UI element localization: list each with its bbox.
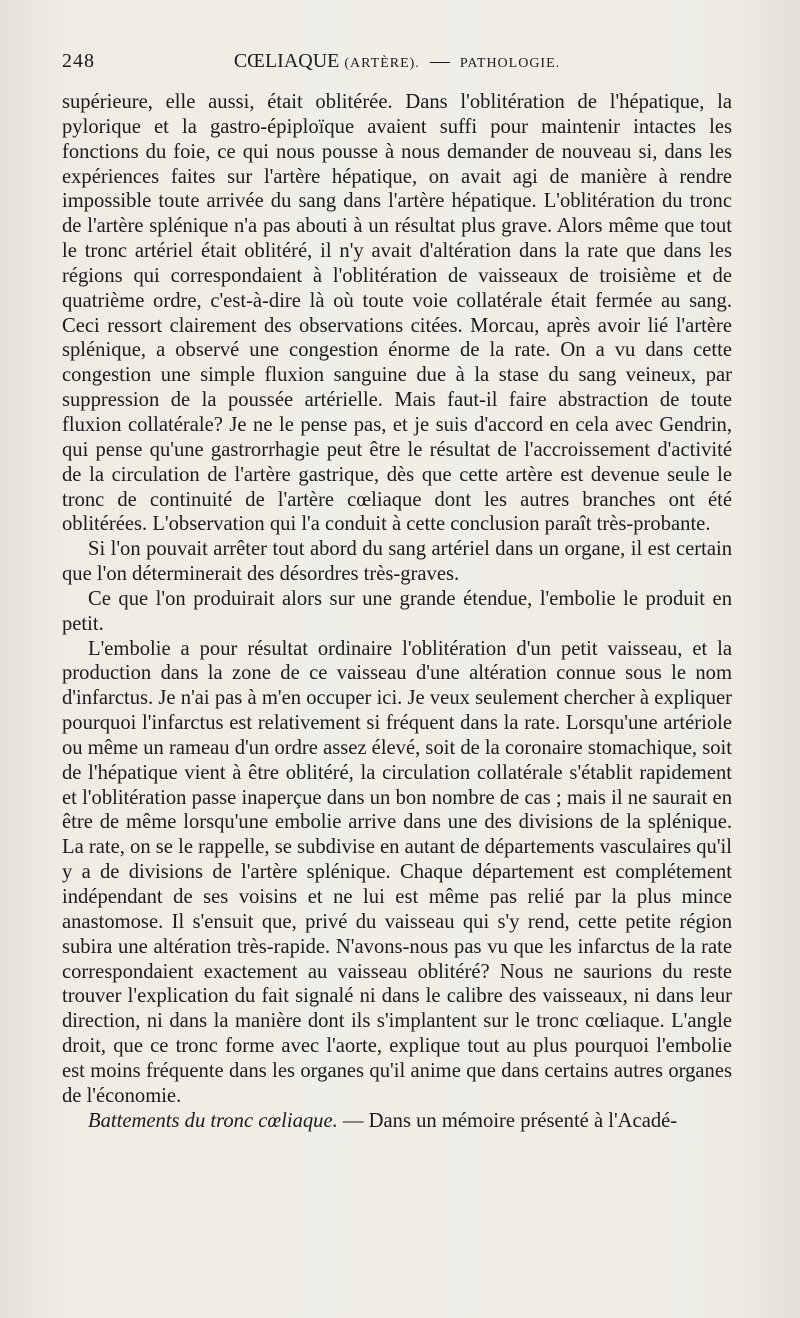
running-title-section: PATHOLOGIE. [459,56,561,71]
running-header [62,50,732,80]
paragraph-5-text: — Dans un mémoire présenté à l'Acadé- [337,1109,678,1132]
paragraph-5 [62,1109,732,1134]
page-number: 248 [62,50,95,72]
paragraph-3: Ce que l'on produirait alors sur une grande étendue, l'embolie le produit en petit. [62,587,732,635]
running-title-dash: — [429,50,450,72]
paragraph-1: supérieure, elle aussi, était oblitérée. Dans l'oblitération de l'hépatique, la pylorique et la gastro-épiploïque avaient suffi pour maintenir intactes les fonctions du foie, ce qui nous pousse à nous demander de nouveau si, dans les expériences faites sur l'artère hépatique, on avait agi de manière à rendre impossible toute arrivée du sang dans l'artère hépatique. L'oblitération du tronc de l'artère splénique n'a pas abouti à un résultat plus grave. Alors même que tout le tronc artériel était oblitéré, il n'y avait d'altération dans la rate que dans les régions qui correspondaient à l'oblitération de vaisseaux de troisième et de quatrième ordre, c'est-à-dire là où toute voie collatérale était fermée au sang. Ceci ressort clairement des observations citées. Morcau, après avoir lié l'artère splénique, a observé une congestion énorme de la rate. On a vu dans cette congestion une simple fluxion sanguine due à la stase du sang veineux, par suppression de la poussée artérielle. Mais faut-il faire abstraction de toute fluxion collatérale? Je ne le pense pas, et je suis d'accord en cela avec Gendrin, qui pense qu'une gastrorrhagie peut être le résultat de l'accroissement d'activité de la circulation de l'artère gastrique, dès que cette artère est devenue seule le tronc de continuité de l'artère cœliaque dont les autres branches ont été oblitérées. L'observation qui l'a conduit à cette conclusion paraît très-probante. [62,91,732,536]
body-text [62,90,732,1133]
section-heading-battements: Battements du tronc cœliaque. [88,1109,338,1132]
running-title-main: CŒLIAQUE [233,50,340,72]
paragraph-4: L'embolie a pour résultat ordinaire l'oblitération d'un petit vaisseau, et la production dans la zone de ce vaisseau d'une altération connue sous le nom d'infarctus. Je n'ai pas à m'en occuper ici. Je veux seulement chercher à expliquer pourquoi l'infarctus est relativement si fréquent dans la rate. Lorsqu'une artériole ou même un rameau d'un ordre assez élevé, soit de la coronaire stomachique, soit de l'hépatique vient à être oblitéré, la circulation collatérale s'établit rapidement et l'oblitération passe inaperçue dans un bon nombre de cas ; mais il ne saurait en être de même lorsqu'une embolie arrive dans une des divisions de la splénique. La rate, on se le rappelle, se subdivise en autant de départements vasculaires qu'il y a de divisions de l'artère splénique. Chaque département est complétement indépendant de ses voisins et ne lui est même pas relié par la plus mince anastomose. Il s'ensuit que, privé du vaisseau qui s'y rend, cette petite région subira une altération très-rapide. N'avons-nous pas vu que les infarctus de la rate correspondaient exactement au vaisseau oblitéré? Nous ne saurions du reste trouver l'explication du fait signalé ni dans le calibre des vaisseaux, ni dans leur direction, ni dans la manière dont ils s'implantent sur le tronc cœliaque. L'angle droit, que ce tronc forme avec l'aorte, explique tout au plus pourquoi l'embolie est moins fréquente dans les organes qu'il anime que dans certains autres organes de l'économie. [62,637,732,1107]
running-title [62,50,732,73]
paragraph-2: Si l'on pouvait arrêter tout abord du sang artériel dans un organe, il est certain que l'on déterminerait des désordres très-graves. [62,538,732,586]
running-title-paren: (ARTÈRE). [344,56,420,71]
